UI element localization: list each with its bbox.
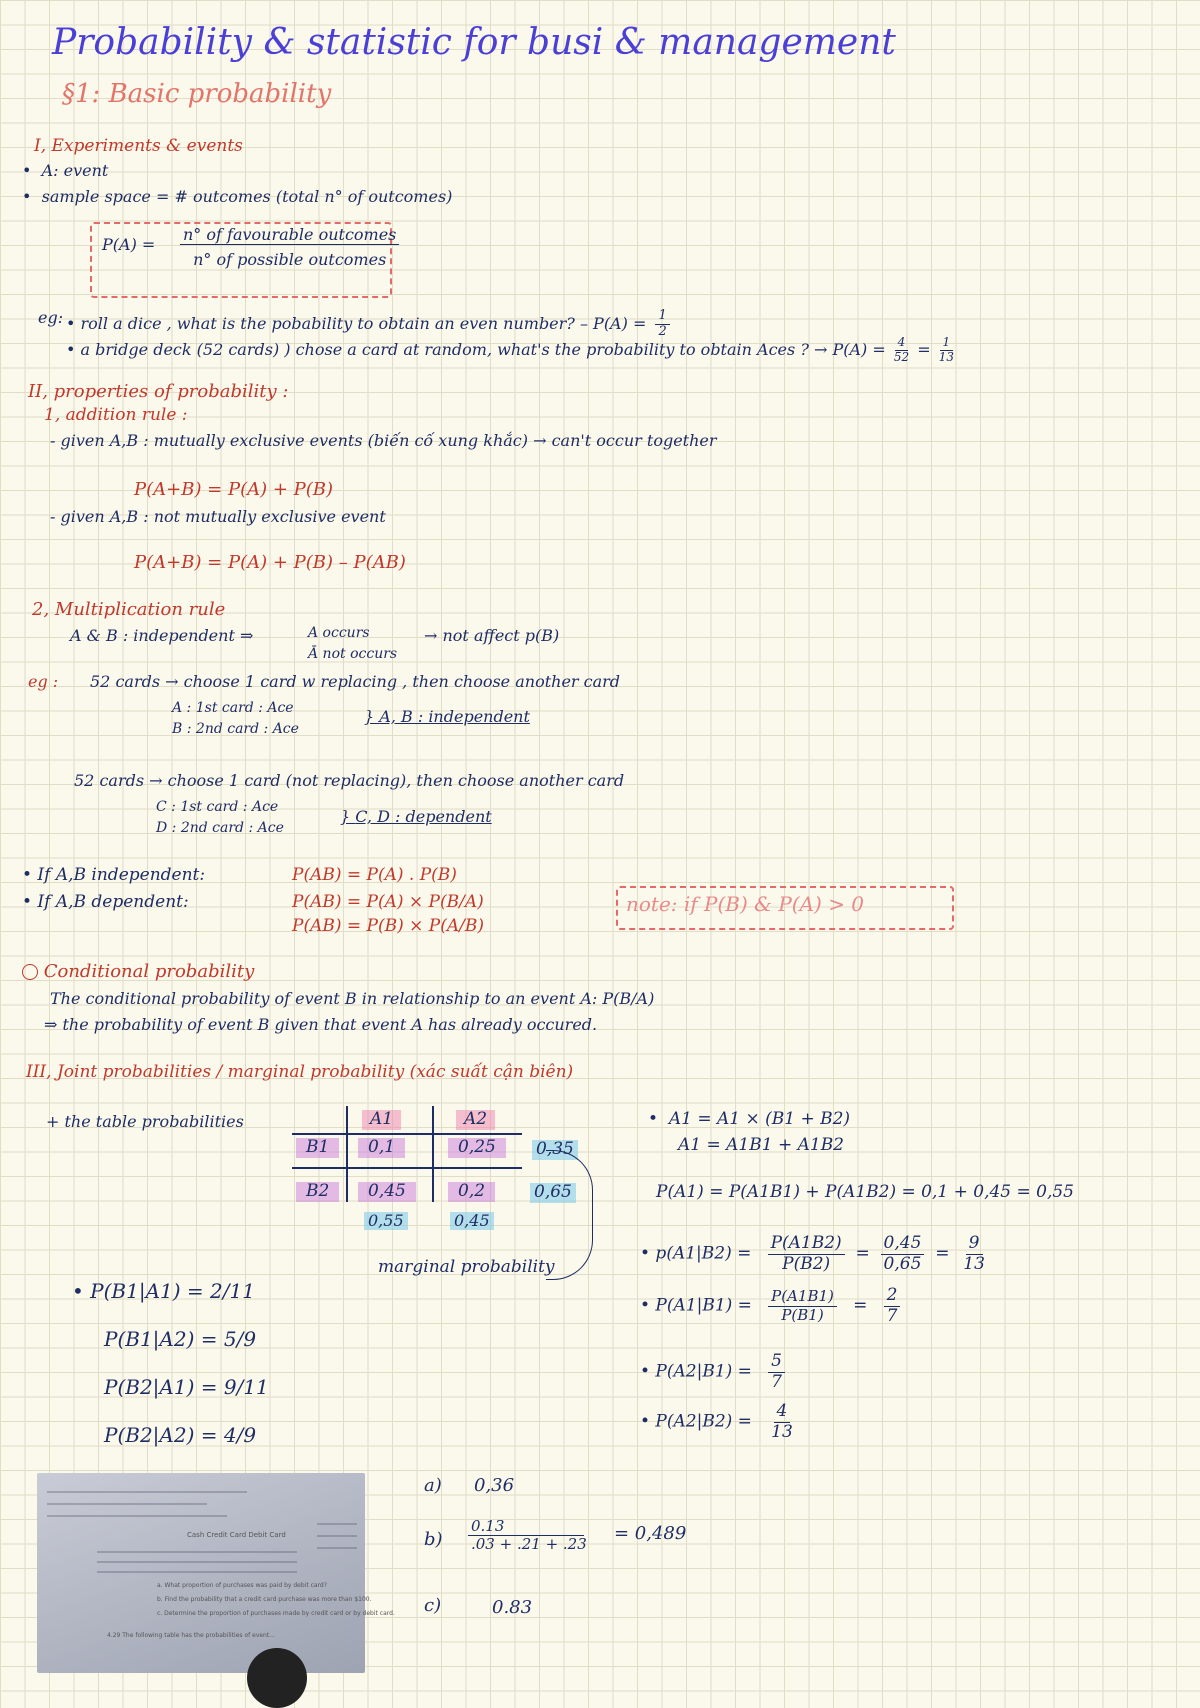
eg-bridge-deck: • a bridge deck (52 cards) ) chose a card at random, what's the probability to obtain Aces ? → P(A) = $\frac{4}{52}$ = $\frac{1}{13}$ [66, 335, 954, 364]
bullet-event: • A: event [22, 161, 109, 180]
row-total-b1: 0,35 [532, 1140, 578, 1160]
cond-a2-given-b1: • P(A2|B1) = $\frac{5}{7}$ [640, 1352, 785, 1392]
page-title: Probability & statistic for busi & management [52, 22, 896, 63]
pa-label: P(A) = [102, 235, 156, 254]
cell-a2b2: 0,2 [448, 1182, 495, 1202]
conditional-def-1: The conditional probability of event B in relationship to an event A: P(B/A) [50, 989, 655, 1008]
p-b2-given-a2: P(B2|A2) = 4/9 [104, 1423, 257, 1447]
photo-next-question: 4.29 The following table has the probabilities of event... [107, 1632, 275, 1639]
eg-dice: • roll a dice , what is the pobability to obtain an even number? – P(A) = $\frac{1}{2}$ [66, 309, 670, 340]
eg-replacing: 52 cards → choose 1 card w replacing , then choose another card [90, 672, 621, 691]
ab-independent: } A, B : independent [364, 707, 530, 726]
photo-question-a: a. What proportion of purchases was paid by debit card? [157, 1582, 327, 1589]
conditional-heading: Conditional probability [22, 962, 254, 983]
photo-question-c: c. Determine the proportion of purchases made by credit card or by debit card. [157, 1610, 395, 1617]
addition-formula-exclusive: P(A+B) = P(A) + P(B) [134, 479, 334, 500]
finger-shadow [247, 1648, 307, 1708]
col-total-a1: 0,55 [364, 1212, 408, 1230]
if-dependent-formula-2: P(AB) = P(B) × P(A/B) [292, 916, 484, 936]
if-independent-formula: P(AB) = P(A) . P(B) [292, 865, 457, 885]
cell-a1b2: 0,45 [358, 1182, 416, 1202]
cell-a2b1: 0,25 [448, 1138, 506, 1158]
eg2-label: eg : [28, 672, 59, 691]
table-label: + the table probabilities [46, 1112, 244, 1131]
event-b-line: B : 2nd card : Ace [172, 721, 299, 737]
a-not-occurs: Ā not occurs [308, 646, 398, 662]
a-occurs: A occurs [308, 625, 370, 641]
pa-fraction: $\frac{\text{n° of favourable outcomes}}{\text{n° of possible outcomes}}$ [180, 226, 399, 270]
answer-a-value: 0,36 [474, 1475, 515, 1496]
p-b1-given-a2: P(B1|A2) = 5/9 [104, 1327, 257, 1351]
bullet-sample-space: • sample space = # outcomes (total n° of outcomes) [22, 187, 453, 206]
eg-label: eg: [38, 308, 64, 327]
addition-rule-heading: 1, addition rule : [44, 405, 188, 425]
table-divider-v1 [346, 1106, 348, 1202]
row-b1: B1 [296, 1138, 339, 1158]
part1-heading: I, Experiments & events [34, 136, 243, 156]
p-b1-given-a1: • P(B1|A1) = 2/11 [72, 1279, 255, 1303]
note-text: note: if P(B) & P(A) > 0 [626, 892, 865, 916]
answer-c-value: 0.83 [492, 1597, 533, 1618]
given-exclusive: - given A,B : mutually exclusive events (biến cố xung khắc) → can't occur together [50, 431, 717, 450]
col-a2: A2 [456, 1110, 495, 1130]
eg-not-replacing: 52 cards → choose 1 card (not replacing), then choose another card [74, 771, 625, 790]
answer-b-label: b) [424, 1529, 443, 1550]
p-b2-given-a1: P(B2|A1) = 9/11 [104, 1375, 269, 1399]
event-c-line: C : 1st card : Ace [156, 799, 279, 815]
section-heading: §1: Basic probability [62, 79, 332, 109]
given-not-exclusive: - given A,B : not mutually exclusive event [50, 507, 386, 526]
part3-heading: III, Joint probabilities / marginal probability (xác suất cận biên) [26, 1062, 574, 1082]
marginal-derivation-2: A1 = A1B1 + A1B2 [678, 1135, 844, 1155]
cd-dependent: } C, D : dependent [340, 807, 492, 826]
textbook-photo [37, 1473, 395, 1673]
part2-heading: II, properties of probability : [28, 381, 289, 402]
answer-b-value: = 0,489 [614, 1523, 687, 1544]
independent-def: A & B : independent ⇒ [70, 626, 254, 645]
marginal-label: marginal probability [378, 1257, 555, 1277]
table-divider-v2 [432, 1106, 434, 1202]
table-divider-h1 [292, 1133, 522, 1135]
cell-a1b1: 0,1 [358, 1138, 405, 1158]
if-independent: • If A,B independent: [22, 865, 206, 885]
if-dependent-formula-1: P(AB) = P(A) × P(B/A) [292, 892, 484, 912]
cond-a1-given-b1: • P(A1|B1) = $\frac{P(A1B1)}{P(B1)}$ = $\frac{2}{7}$ [640, 1286, 900, 1326]
table-divider-h2 [292, 1167, 522, 1169]
answer-a-label: a) [424, 1475, 442, 1496]
cond-a2-given-b2: • P(A2|B2) = $\frac{4}{13}$ [640, 1401, 793, 1442]
photo-question-b: b. Find the probability that a credit card purchase was more than $100. [157, 1596, 372, 1603]
col-a1: A1 [362, 1110, 401, 1130]
multiplication-rule-heading: 2, Multiplication rule [32, 599, 226, 620]
marginal-derivation-1: • A1 = A1 × (B1 + B2) [648, 1109, 851, 1129]
not-affect-pb: → not affect p(B) [424, 626, 560, 645]
cond-a1-given-b2: • p(A1|B2) = $\frac{P(A1B2)}{P(B2)}$ = $\frac{0,45}{0,65}$ = $\frac{9}{13}$ [640, 1233, 985, 1274]
conditional-def-2: ⇒ the probability of event B given that event A has already occured. [44, 1015, 598, 1034]
answer-b-fraction: $\frac{0.13}{.03 + .21 + .23}$ [468, 1518, 590, 1554]
if-dependent: • If A,B dependent: [22, 892, 189, 912]
col-total-a2: 0,45 [450, 1212, 494, 1230]
answer-c-label: c) [424, 1595, 442, 1616]
photo-table-header: Cash Credit Card Debit Card [187, 1531, 286, 1539]
event-d-line: D : 2nd card : Ace [156, 820, 284, 836]
row-b2: B2 [296, 1182, 339, 1202]
addition-formula-general: P(A+B) = P(A) + P(B) – P(AB) [134, 552, 406, 573]
event-a-line: A : 1st card : Ace [172, 700, 294, 716]
row-total-b2: 0,65 [530, 1183, 576, 1203]
marginal-derivation-3: P(A1) = P(A1B1) + P(A1B2) = 0,1 + 0,45 = 0,55 [656, 1182, 1075, 1202]
